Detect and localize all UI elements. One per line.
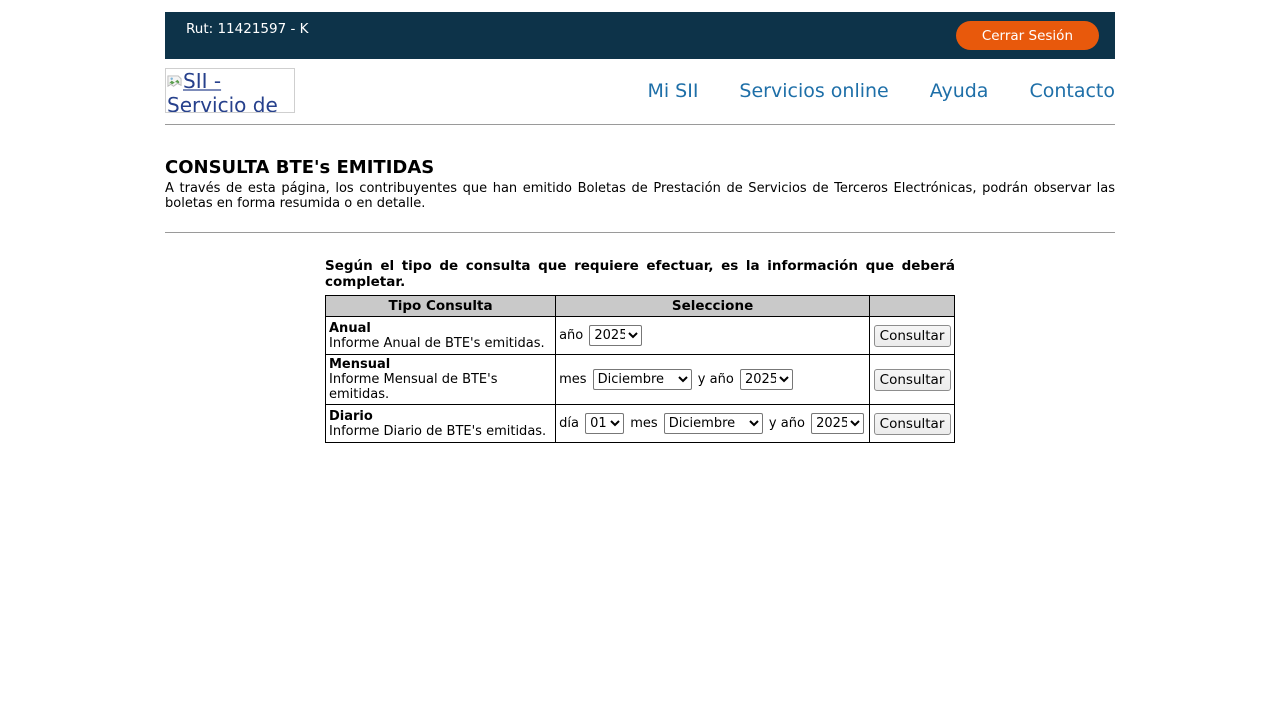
nav-item-servicios-online[interactable]: Servicios online [739,79,889,102]
instruction-text: Según el tipo de consulta que requiere efectuar, es la información que deberá completar. [325,258,955,290]
diario-day-select[interactable] [585,413,624,434]
table-header-row [326,296,955,317]
page-container [165,12,1115,443]
session-topbar [165,12,1115,59]
broken-image-icon [167,72,182,94]
content-divider [165,232,1115,233]
nav-item-mi-sii[interactable]: Mi SII [647,79,699,102]
diario-day-label: día [559,416,579,431]
col-header-tipo-consulta: Tipo Consulta [326,296,556,317]
col-header-accion [870,296,955,317]
consult-block [325,259,955,443]
site-header [165,68,1115,113]
mensual-year-select[interactable] [740,369,793,390]
diario-type-description: Informe Diario de BTE's emitidas. [329,423,547,439]
anual-tipo-cell [326,317,556,355]
anual-year-label: año [559,328,584,343]
anual-type-description: Informe Anual de BTE's emitidas. [329,335,545,351]
anual-type-label: Anual [329,320,371,336]
page-title: CONSULTA BTE's EMITIDAS [165,157,435,178]
main-nav [647,80,1115,102]
anual-action-cell [870,317,955,355]
mensual-type-label: Mensual [329,357,391,372]
table-row-mensual [326,355,955,405]
table-row-diario [326,405,955,443]
diario-tipo-cell [326,405,556,443]
diario-action-cell [870,405,955,443]
anual-consultar-button[interactable]: Consultar [874,325,951,347]
diario-select-cell [556,405,870,443]
nav-item-ayuda[interactable]: Ayuda [929,79,989,102]
rut-label: Rut: 11421597 - K [186,21,309,37]
anual-select-cell [556,317,870,355]
header-divider [165,124,1115,125]
diario-year-select[interactable] [811,413,864,434]
logo-alt-text: SII - Servicio de [167,69,278,113]
mensual-select-cell [556,355,870,405]
diario-type-label: Diario [329,408,373,424]
diario-month-label: mes [630,416,658,431]
mensual-type-description: Informe Mensual de BTE's emitidas. [329,372,498,402]
sii-logo-broken-image[interactable] [165,68,295,113]
diario-year-label: y año [768,416,805,431]
diario-month-select[interactable] [664,413,763,434]
page-description: A través de esta página, los contribuyentes que han emitido Boletas de Prestación de Servicios de Terceros Electrónicas, podrán observar las boletas en forma resumida o en detalle. [165,181,1115,211]
table-row-anual [326,317,955,355]
mensual-year-label: y año [697,372,734,387]
nav-item-contacto[interactable]: Contacto [1029,79,1115,102]
mensual-tipo-cell [326,355,556,405]
consult-table [325,295,955,443]
diario-consultar-button[interactable]: Consultar [874,413,951,435]
logout-button[interactable]: Cerrar Sesión [956,21,1099,50]
anual-year-select[interactable] [589,325,642,346]
mensual-consultar-button[interactable]: Consultar [874,369,951,391]
col-header-seleccione: Seleccione [556,296,870,317]
mensual-action-cell [870,355,955,405]
mensual-month-label: mes [559,372,587,387]
mensual-month-select[interactable] [593,369,692,390]
